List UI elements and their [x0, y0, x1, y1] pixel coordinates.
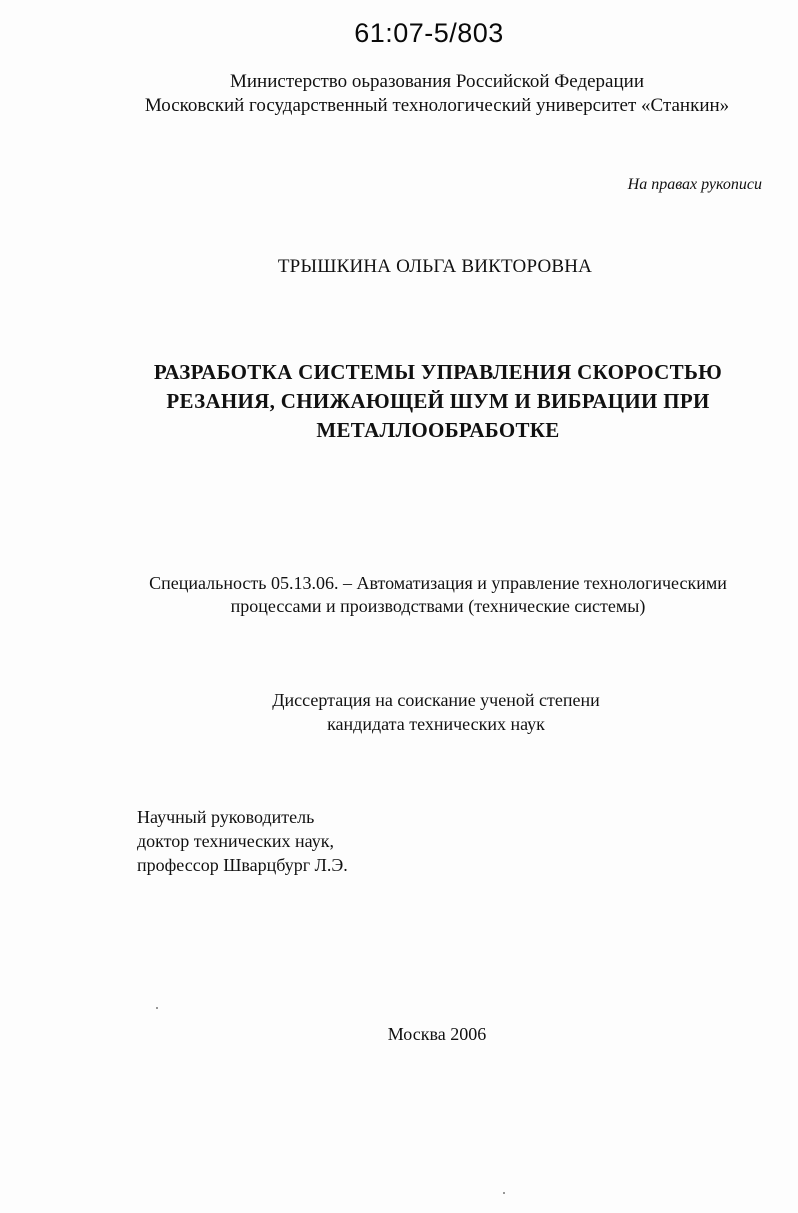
- scan-speck: [503, 1192, 505, 1194]
- specialty-line: Специальность 05.13.06. – Автоматизация и управление технологическими: [149, 573, 727, 593]
- degree-line: Диссертация на соискание ученой степени: [272, 690, 600, 710]
- title-line: РЕЗАНИЯ, СНИЖАЮЩЕЙ ШУМ И ВИБРАЦИИ ПРИ: [166, 389, 710, 413]
- specialty-line: процессами и производствами (технические системы): [230, 596, 646, 616]
- supervisor-role: Научный руководитель: [137, 807, 315, 827]
- degree-line: кандидата технических наук: [327, 714, 545, 734]
- supervisor-degree: доктор технических наук,: [137, 831, 334, 851]
- title-line: МЕТАЛЛООБРАБОТКЕ: [316, 418, 560, 442]
- supervisor-name: профессор Шварцбург Л.Э.: [137, 855, 348, 875]
- manuscript-rights-note: На правах рукописи: [627, 176, 762, 193]
- degree-statement: [0, 688, 798, 736]
- city-and-year: Москва 2006: [387, 1024, 487, 1044]
- title-line: РАЗРАБОТКА СИСТЕМЫ УПРАВЛЕНИЯ СКОРОСТЬЮ: [153, 360, 723, 384]
- scan-speck: [156, 1007, 158, 1009]
- university-line: Московский государственный технологический университет «Станкин»: [144, 95, 730, 116]
- author-name: ТРЫШКИНА ОЛЬГА ВИКТОРОВНА: [277, 256, 593, 277]
- archive-stamp-number: 61:07-5/803: [354, 18, 504, 48]
- specialty-block: [0, 572, 798, 618]
- supervisor-block: [137, 805, 348, 877]
- institution-header: [0, 70, 798, 118]
- ministry-line: Министерство оьразования Российской Федерации: [230, 71, 644, 92]
- thesis-title: [0, 358, 798, 445]
